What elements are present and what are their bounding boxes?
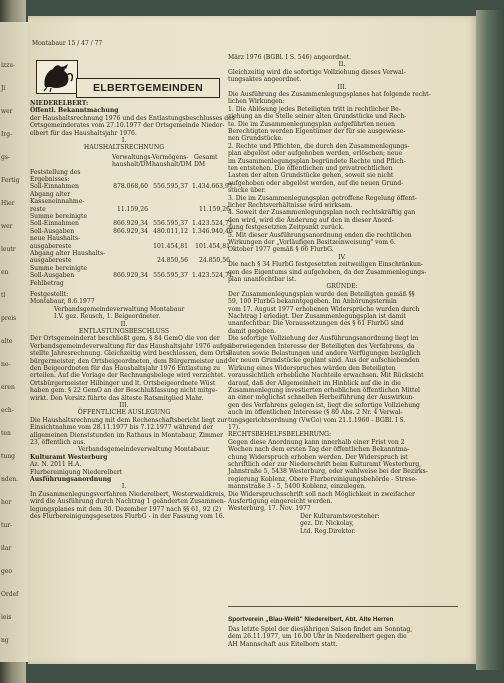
text-line: Westerburg, 17. Nov. 1977 xyxy=(228,505,311,513)
text-line: den Beigeordneten für das Haushaltsjahr 1976 Entlastung zu xyxy=(30,365,221,372)
table-row-label: Abgang alter xyxy=(30,190,71,198)
text-line: stücke über. xyxy=(228,187,266,195)
text-line: 1. Die Ablösung jedes Beteiligten tritt in rechtlicher Be- xyxy=(228,105,401,113)
text-line: im Zusammenlegungsplan begründete Rechte und Pflich- xyxy=(228,157,406,165)
text-line: 2. Rechte und Pflichten, die durch den Zusammenlegungs- xyxy=(228,142,410,150)
table-row-label: ausgabereste xyxy=(30,242,72,250)
text-line: In Zusammenlegungsverfahren Niederelbert, Westerwaldkreis, xyxy=(30,490,226,498)
text-line: wird die Ausführung durch Nachtrag 1 geänderten Zusammen- xyxy=(30,498,226,506)
text-line: allgemeinen Dienststunden im Rathaus in Montabaur, Zimmer xyxy=(30,431,224,439)
text-line: gen des Verfahrens gelegen ist, liegt die sofortige Vollziehung xyxy=(228,401,420,409)
left-page-fragment: Fertig xyxy=(1,177,20,184)
table-header-cell: Gesamt xyxy=(194,153,218,161)
text-line: Nachtrag I erledigt. Der Zusammenlegungsplan ist damit xyxy=(228,313,406,320)
left-page-fragment: Ordef xyxy=(1,591,19,598)
section-heading: ÖFFENTLICHE AUSLEGUNG xyxy=(77,409,171,417)
text-line: Verbandsgemeindeverwaltung für das Haushaltsjahr 1976 aufge- xyxy=(30,342,232,350)
text-line: bürgermeister, den Ortsbeigeordneten, dem Bürgermeister und xyxy=(30,357,228,365)
text-line: gez. Dr. Nickolay, xyxy=(300,520,354,528)
left-page-fragment: preis xyxy=(1,315,17,322)
text-line: Verbandsgemeindeverwaltung Montabaur. xyxy=(78,446,210,454)
sport-text-line: AH Mannschaft aus Eitelborn statt. xyxy=(228,640,338,648)
table-cell: 101.454,81 xyxy=(195,242,230,250)
text-line: ziehung an die Stelle seiner alten Grundstücke und Rech- xyxy=(228,113,407,121)
sport-text-line: Das letzte Spiel der diesjährigen Saison findet am Sonntag, xyxy=(228,626,413,633)
text-line: gen des Eigentums sind aufgehoben, da der Zusammenlegungs- xyxy=(228,268,427,276)
text-line: lichen Wirkungen: xyxy=(228,98,285,106)
table-cell: 24.850,56 xyxy=(156,257,188,265)
table-row-label: Soll-Ausgaben xyxy=(30,272,75,280)
text-line: Die sofortige Vollziehung der Ausführungsanordnung liegt im xyxy=(228,335,419,343)
text-line: legungsplanes mit dem 30. Dezember 1977 nach §§ 61, 92 (2) xyxy=(30,505,222,513)
left-page-fragment: alte xyxy=(1,338,13,345)
text-line: Ausfertigung eingereicht werden. xyxy=(228,498,333,505)
left-page-fragment: en xyxy=(1,269,9,276)
left-page-fragment: tl xyxy=(1,292,6,299)
text-line: 3. Die im Zusammenlegungsplan getroffene Regelung öffent- xyxy=(228,194,417,202)
table-cell: 866.929,34 xyxy=(113,220,148,228)
table-row-label: Feststellung des xyxy=(30,168,81,176)
text-line: 59, 100 FlurbG bekanntgegeben. Im Anhörungstermin xyxy=(228,298,397,306)
text-line: des Flurbereinigungsgesetzes FlurbG - in der Fassung vom 16. xyxy=(30,513,225,520)
table-cell: 24.850,56 xyxy=(198,257,230,265)
text-line: tungsgerichtsordnung (VwGo) vom 21.1.1960 - BGBl. I S. xyxy=(228,416,406,424)
text-line: auch im öffentlichen Interesse (§ 80 Abs. 2 Nr. 4 Verwal- xyxy=(228,409,403,417)
text-line: Wochen nach dem ersten Tag der öffentlichen Bekanntma- xyxy=(228,446,410,454)
text-line: 17). xyxy=(228,424,241,431)
section-heading: I. xyxy=(121,137,127,144)
text-line: Der Kulturamtsvorsteher: xyxy=(300,512,380,520)
text-line: Zusammenlegung investierten erheblichen öffentlichen Mittel xyxy=(228,387,421,394)
sport-text-line: dem 26.11.1977, um 16.00 Uhr in Niederelbert gegen die xyxy=(228,633,407,641)
table-header-cell: DM xyxy=(194,161,206,169)
section-heading: ENTLASTUNGSBESCHLUSS xyxy=(78,328,170,335)
text-line: stellte Jahresrechnung. Gleichzeitig wird beschlossen, dem Orts- xyxy=(30,350,231,358)
rooster-logo xyxy=(36,60,78,94)
section-heading: II. xyxy=(120,320,128,328)
left-page-fragment: izzu- xyxy=(1,62,16,69)
text-line: Wirkungen der „Vorläufigen Besitzeinweisung" vom 6. xyxy=(228,239,396,246)
table-header-cell: Verwaltungs- xyxy=(112,153,153,161)
text-line: Ausführungsanordnung xyxy=(30,476,112,483)
text-line: unanfechtbar. Die Voraussetzungen des § 61 FlurbG sind xyxy=(228,320,404,328)
table-cell: 480.011,12 xyxy=(153,227,188,235)
text-line: Gegen diese Anordnung kann innerhalb einer Frist von 2 xyxy=(228,438,405,446)
left-page-fragment: Hier xyxy=(1,200,15,207)
left-page-fragment: ng xyxy=(1,637,9,644)
left-page-fragment: ieis xyxy=(1,614,12,621)
table-cell: 866.929,34 xyxy=(113,227,148,235)
newspaper-page xyxy=(28,16,476,664)
table-cell: 556.595,37 xyxy=(153,272,188,280)
table-row-label: Summe bereinigte xyxy=(30,213,88,220)
left-page-fragment: tung xyxy=(1,453,15,460)
text-line: aufgehoben oder abgelöst werden, auf die neuen Grund- xyxy=(228,179,404,187)
text-line: licher Rechtsverhältnisse wird wirksam. xyxy=(228,202,353,209)
section-banner: ELBERTGEMEINDEN xyxy=(76,78,220,98)
section-heading: IV. xyxy=(338,253,346,261)
text-line: Ortsgemeinderates vom 27.10.1977 der Ortsgemeinde Nieder- xyxy=(30,122,225,130)
binding-edge xyxy=(476,10,504,670)
text-line: vom 17. August 1977 erhobenen Widersprüche wurden durch xyxy=(228,305,420,313)
section-heading: HAUSHALTSRECHNUNG xyxy=(83,144,165,152)
left-page-edge xyxy=(0,22,28,662)
left-page-fragment: nden. xyxy=(1,476,19,483)
table-cell: 556.595,37 xyxy=(153,220,188,228)
text-line: tungsaktes angeordnet. xyxy=(228,76,302,84)
text-line: Der Ortsgemeinderat beschließt gem. § 84 GemO die von der xyxy=(30,335,220,343)
left-page-fragment: wer xyxy=(1,223,13,230)
table-row-label: Kasseneinnahme- xyxy=(30,198,85,206)
text-line: voraussichtlich erhebliche Nachteile erwachsen. Mit Rücksicht xyxy=(228,372,424,380)
text-line: ten entstehen. Die öffentlichen und privatrechtlichen xyxy=(228,165,393,172)
table-row-label: Fehlbetrag xyxy=(30,279,64,287)
text-line: nung festgesetzten Zeitpunkt zurück. xyxy=(228,224,344,232)
left-page-fragment: Ji xyxy=(1,85,6,92)
text-line: mannstraße 3 - 5, 5400 Koblenz, einzulegen. xyxy=(228,483,367,491)
table-row-label: reste xyxy=(30,205,46,213)
text-line: März 1976 (BGBl. I S. 546) angeordnet. xyxy=(228,54,352,61)
section-heading: III. xyxy=(337,83,347,91)
table-header-cell: haushalt/DM xyxy=(112,161,152,169)
text-line: Die Widerspruchsschrift soll nach Möglichkeit in zweifacher xyxy=(228,490,415,498)
text-line: nen Grundstücke. xyxy=(228,135,284,143)
text-line: RECHTSBEHELFSBELEHRUNG: xyxy=(228,431,332,439)
left-page-fragment: gs- xyxy=(1,154,10,161)
text-line: chung Widerspruch erhoben werden. Der Widerspruch ist xyxy=(228,453,408,461)
text-line: Ltd. Reg.Direktor. xyxy=(300,527,356,535)
text-line: Verbandsgemeindeverwaltung Montabaur xyxy=(54,305,185,313)
text-line: 4. Soweit der Zusammenlegungsplan noch rechtskräftig gan xyxy=(228,209,416,217)
table-cell: 101.454,81 xyxy=(153,242,188,250)
column-rule xyxy=(228,606,458,607)
table-row-label: Soll-Ausgaben xyxy=(30,227,75,235)
text-line: 5. Mit dieser Ausführungsanordnung enden die rechtlichen xyxy=(228,231,412,239)
text-line: Jahnstraße 5, 5438 Westerburg, oder wahlweise bei der Bezirks- xyxy=(228,468,428,476)
table-row-label: ausgabereste xyxy=(30,257,72,265)
table-cell: 11.159,26 xyxy=(198,205,230,213)
text-line: Festgestellt: xyxy=(30,291,69,298)
text-line: NIEDERELBERT: xyxy=(30,100,89,107)
text-line: Öffentl. Bekanntmachung xyxy=(30,107,119,115)
section-heading: II. xyxy=(338,61,346,69)
table-row-label: Abgang alter Haushalts- xyxy=(30,250,106,257)
text-line: Gleichzeitig wird die sofortige Vollziehung dieses Verwal- xyxy=(228,68,406,76)
text-line: der neuen Grundstücke geplant sind. Aus der aufschiebenden xyxy=(228,357,420,365)
left-page-fragment: wer xyxy=(1,108,13,115)
table-cell: 1.423.524,71 xyxy=(192,272,233,280)
text-line: Az. N. 2011 H.A. xyxy=(30,461,82,469)
text-line: regierung Koblenz, Obere Flurbereinigungsbehörde - Strese- xyxy=(228,475,418,483)
left-page-fragment: ilar xyxy=(1,545,12,552)
text-line: plan unanfechtbar ist. xyxy=(228,276,297,283)
table-cell: 1.346.940,46 xyxy=(192,227,233,235)
text-line: überwiegenden Interesse der Beteiligten des Verfahrens, da xyxy=(228,342,415,350)
text-line: 23, öffentlich aus. xyxy=(30,439,86,446)
left-page-fragment: eren xyxy=(1,384,15,391)
text-line: den wird, wird die Änderung auf den in dieser Anord- xyxy=(228,216,394,224)
table-header-cell: haushalt/DM xyxy=(152,161,192,169)
text-line: haben gem. § 22 GemO an der Beschlußfassung nicht mitge- xyxy=(30,387,218,395)
left-page-fragment: ten xyxy=(1,430,11,437)
text-line: schriftlich oder zur Niederschrift beim Kulturamt Westerburg, xyxy=(228,461,422,468)
text-line: Kulturamt Westerburg xyxy=(30,453,108,461)
text-line: Flurbereinigung Niederelbert xyxy=(30,468,123,476)
text-line: Oktober 1977 gemäß § 66 FlurbG. xyxy=(228,246,334,254)
text-line: der Haushaltsrechnung 1976 und des Entlastungsbeschlusses des xyxy=(30,114,235,122)
table-cell: 556.595,37 xyxy=(153,183,188,191)
table-row-label: Soll-Einnahmen xyxy=(30,220,79,228)
section-heading: III. xyxy=(119,402,129,409)
left-page-fragment: geo xyxy=(1,568,13,575)
table-row-label: Ergebnisses: xyxy=(30,176,70,183)
text-line: Die Haushaltsrechnung mit dem Rechenschaftsbericht liegt zur xyxy=(30,416,228,424)
table-row-label: Summe bereinigte xyxy=(30,264,88,272)
sport-title: Sportverein „Blau-Weiß" Niederelbert, Abt. Alte Herren xyxy=(228,616,394,623)
left-page-fragment: tur- xyxy=(1,522,13,529)
table-cell: 1.434.663,97 xyxy=(192,183,233,191)
table-cell: 1.423.524,71 xyxy=(192,220,233,228)
text-line: Montabaur, 8.6.1977 xyxy=(30,298,95,306)
table-header-cell: Vermögens- xyxy=(152,153,189,161)
text-line: te. Die im Zusammenlegungsplan aufgeführten neuen xyxy=(228,120,395,128)
text-line: wirkt. Den Vorsitz führte das älteste Ratsmitglied Mahr. xyxy=(30,394,204,402)
text-line: Ortsbürgermeister Hilbinger und lt. Ortsbeigeordnete Wüst xyxy=(30,379,216,387)
section-heading: I. xyxy=(121,483,127,491)
page-header: Montabaur 15 / 47 / 77 xyxy=(32,40,103,47)
text-line: Berechtigten werden Eigentümer der für sie ausgewiese- xyxy=(228,128,406,135)
table-row-label: neue Haushalts- xyxy=(30,235,81,243)
text-line: Die nach § 34 FlurbG festgesetzten zeitweiligen Einschränkun- xyxy=(228,261,423,269)
text-line: erteilen. Auf die Vorlage der Rechnungsbelege wird verzichtet. xyxy=(30,372,226,380)
text-line: Einsichtnahme vom 28.11.1977 bis 7.12.1977 während der xyxy=(30,424,213,432)
table-cell: 866.929,34 xyxy=(113,272,148,280)
table-cell: 11.159,26 xyxy=(116,205,148,213)
text-line: darauf, daß der Allgemeinheit im Hinblick auf die in die xyxy=(228,379,401,387)
text-line: Bauten sowie Belastungen und andere Verfügungen bezüglich xyxy=(228,350,421,357)
text-line: Die Ausführung des Zusammenlegungsplanes hat folgende recht- xyxy=(228,91,431,98)
left-page-fragment: ech- xyxy=(1,407,14,414)
text-line: I.V. gez. Reusch, 1. Beigeordneter. xyxy=(54,313,161,321)
left-page-fragment: Irg- xyxy=(1,131,13,138)
text-line: Wirkung eines Widerspruches würden den Beteiligten xyxy=(228,364,396,372)
table-row-label: Soll-Einnahmen xyxy=(30,183,79,191)
text-line: elbert für das Haushaltsjahr 1976. xyxy=(30,129,137,137)
left-page-fragment: leutr xyxy=(1,246,16,253)
left-page-fragment: her xyxy=(1,499,12,506)
left-page-fragment: ne- xyxy=(1,361,11,368)
text-line: plan abgelöst oder aufgehoben werden, erlöschen; neue xyxy=(228,150,403,158)
text-line: damit gegeben. xyxy=(228,327,277,335)
text-line: Lasten der alten Grundstücke gehen, soweit sie nicht xyxy=(228,172,394,180)
text-line: an einer möglichst schnellen Herbeiführung der Auswirkun- xyxy=(228,394,415,402)
table-cell: 878.068,60 xyxy=(113,183,148,191)
section-heading: GRÜNDE: xyxy=(326,283,358,291)
text-line: Der Zusammenlegungsplan wurde den Beteiligten gemäß §§ xyxy=(228,290,415,298)
